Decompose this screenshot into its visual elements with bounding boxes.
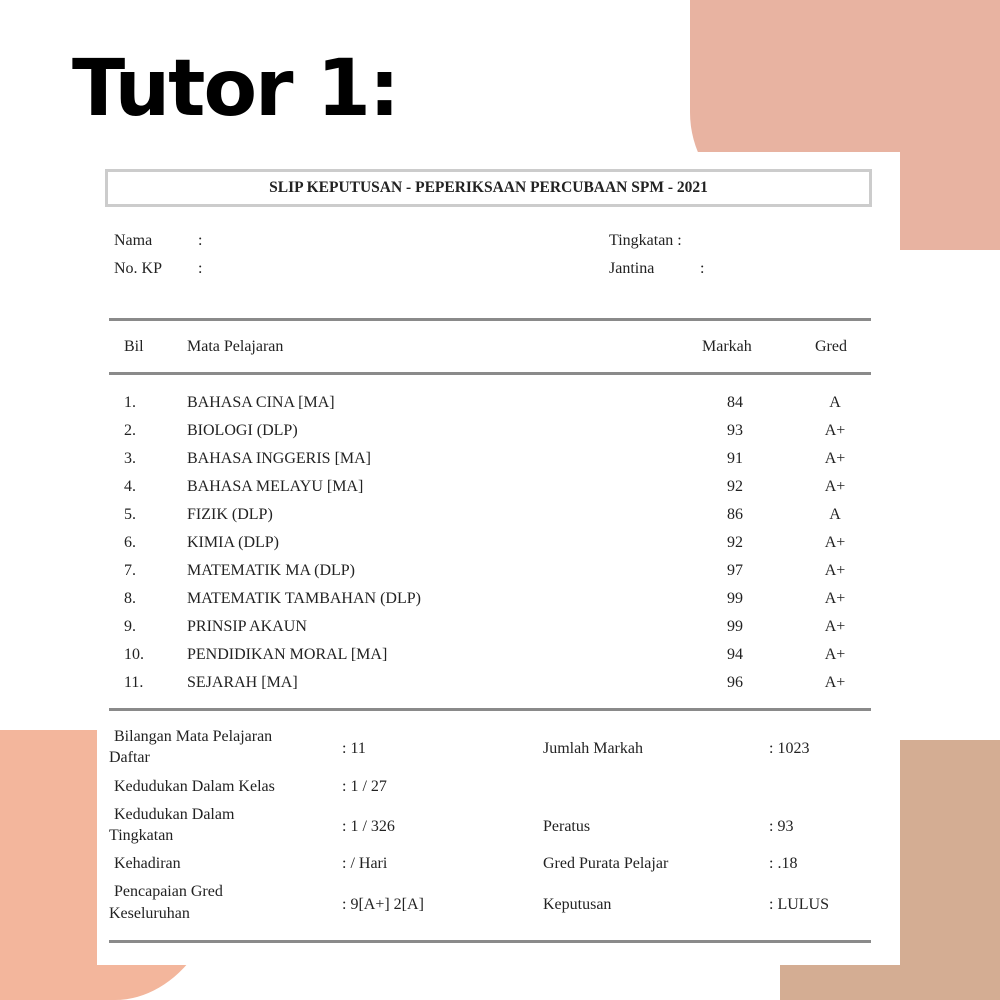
jantina-sep: :: [700, 260, 705, 277]
header-bil: Bil: [124, 338, 144, 355]
bilangan-value: : 11: [342, 740, 366, 757]
kedudukan-tingkatan-value: : 1 / 326: [342, 818, 395, 835]
kedudukan-tingkatan-label-cont: Tingkatan: [109, 827, 174, 844]
row-subject: BIOLOGI (DLP): [187, 422, 298, 439]
row-subject: BAHASA MELAYU [MA]: [187, 478, 364, 495]
row-markah: 84: [727, 394, 743, 411]
peratus-value: : 93: [769, 818, 794, 835]
kelas-label: Kedudukan Dalam Kelas: [114, 778, 275, 795]
row-bil: 4.: [124, 478, 136, 495]
row-subject: FIZIK (DLP): [187, 506, 273, 523]
row-bil: 2.: [124, 422, 136, 439]
divider: [109, 372, 871, 375]
row-gred: A+: [824, 618, 846, 635]
row-bil: 3.: [124, 450, 136, 467]
kelas-value: : 1 / 27: [342, 778, 387, 795]
row-subject: KIMIA (DLP): [187, 534, 279, 551]
row-markah: 92: [727, 478, 743, 495]
row-gred: A+: [824, 646, 846, 663]
pencapaian-label-cont: Keseluruhan: [109, 905, 190, 922]
row-markah: 91: [727, 450, 743, 467]
row-gred: A+: [824, 478, 846, 495]
pencapaian-label: Pencapaian Gred: [114, 883, 223, 900]
row-subject: BAHASA INGGERIS [MA]: [187, 450, 372, 467]
nokp-sep: :: [198, 260, 203, 277]
row-subject: BAHASA CINA [MA]: [187, 394, 335, 411]
gpp-label: Gred Purata Pelajar: [543, 855, 669, 872]
row-subject: SEJARAH [MA]: [187, 674, 298, 691]
kedudukan-tingkatan-label: Kedudukan Dalam: [114, 806, 235, 823]
keputusan-value: : LULUS: [769, 896, 829, 913]
jumlah-label: Jumlah Markah: [543, 740, 643, 757]
row-subject: MATEMATIK TAMBAHAN (DLP): [187, 590, 421, 607]
row-bil: 7.: [124, 562, 136, 579]
header-subject: Mata Pelajaran: [187, 338, 284, 355]
divider: [109, 318, 871, 321]
tingkatan-label: Tingkatan :: [609, 232, 682, 249]
row-markah: 97: [727, 562, 743, 579]
row-gred: A+: [824, 450, 846, 467]
jumlah-value: : 1023: [769, 740, 810, 757]
row-markah: 93: [727, 422, 743, 439]
result-slip: [97, 152, 900, 965]
headline: Tutor 1:: [72, 44, 399, 134]
divider: [109, 708, 871, 711]
keputusan-label: Keputusan: [543, 896, 612, 913]
row-bil: 11.: [124, 674, 144, 691]
row-markah: 86: [727, 506, 743, 523]
row-bil: 9.: [124, 618, 136, 635]
row-bil: 5.: [124, 506, 136, 523]
peratus-label: Peratus: [543, 818, 591, 835]
kehadiran-label: Kehadiran: [114, 855, 181, 872]
kehadiran-value: : / Hari: [342, 855, 388, 872]
row-gred: A+: [824, 534, 846, 551]
row-markah: 94: [727, 646, 743, 663]
row-subject: MATEMATIK MA (DLP): [187, 562, 355, 579]
row-gred: A+: [824, 562, 846, 579]
bilangan-label-cont: Daftar: [109, 749, 150, 766]
gpp-value: : .18: [769, 855, 798, 872]
row-gred: A: [829, 394, 841, 411]
row-gred: A+: [824, 422, 846, 439]
jantina-label: Jantina: [609, 260, 655, 277]
bilangan-label: Bilangan Mata Pelajaran: [114, 728, 273, 745]
divider: [109, 940, 871, 943]
row-markah: 99: [727, 590, 743, 607]
row-bil: 8.: [124, 590, 136, 607]
row-markah: 92: [727, 534, 743, 551]
row-bil: 1.: [124, 394, 136, 411]
row-bil: 10.: [124, 646, 144, 663]
row-bil: 6.: [124, 534, 136, 551]
header-markah: Markah: [702, 338, 752, 355]
row-markah: 96: [727, 674, 743, 691]
header-gred: Gred: [815, 338, 847, 355]
pencapaian-value: : 9[A+] 2[A]: [342, 896, 424, 913]
row-gred: A+: [824, 590, 846, 607]
slip-title: SLIP KEPUTUSAN - PEPERIKSAAN PERCUBAAN SPM - 2021: [105, 169, 872, 207]
row-subject: PENDIDIKAN MORAL [MA]: [187, 646, 388, 663]
row-markah: 99: [727, 618, 743, 635]
row-gred: A+: [824, 674, 846, 691]
row-gred: A: [829, 506, 841, 523]
row-subject: PRINSIP AKAUN: [187, 618, 307, 635]
nama-sep: :: [198, 232, 203, 249]
nokp-label: No. KP: [114, 260, 163, 277]
nama-label: Nama: [114, 232, 153, 249]
